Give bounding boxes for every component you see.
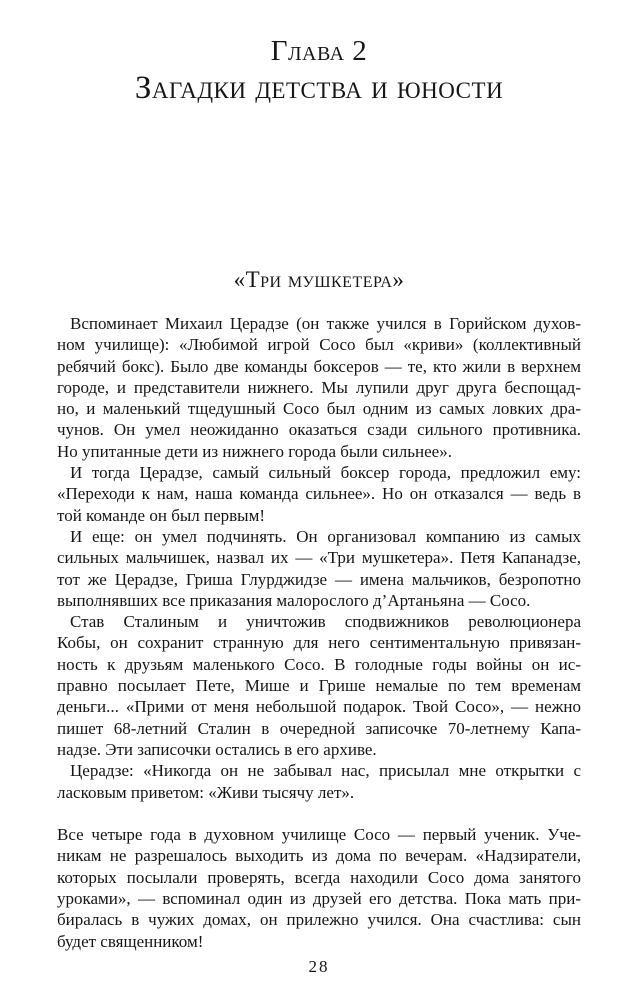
- text-line: тот же Церадзе, Гриша Глурджидзе — имена мальчиков, безропотно: [57, 569, 581, 589]
- text-line: Вспоминает Михаил Церадзе (он также учился в Горийском духов-: [70, 314, 581, 333]
- text-line: «Переходи к нам, наша команда сильнее». Но он отказался — ведь в: [57, 484, 581, 504]
- text-line: никам не разрешалось выходить из дома по вечерам. «Надзиратели,: [57, 846, 581, 866]
- text-line: городе, и представители нижнего. Мы лупили друг друга беспощад-: [57, 377, 581, 397]
- paragraph: [57, 824, 581, 952]
- chapter-label: Глава 2: [270, 35, 368, 67]
- paragraph: [57, 611, 581, 760]
- text-line: И тогда Церадзе, самый сильный боксер города, предложил ему:: [70, 463, 581, 483]
- text-line: ласковым приветом: «Живи тысячу лет».: [57, 782, 355, 802]
- text-line: биралась в чужих домах, он прилежно учился. Она счастлива: сын: [57, 910, 581, 930]
- text-line: Все четыре года в духовном училище Сосо — первый ученик. Уче-: [57, 825, 581, 845]
- text-line: той команде он был первым!: [57, 505, 266, 525]
- page-number: 28: [308, 956, 330, 976]
- paragraph: [57, 760, 581, 803]
- text-line: чунов. Он умел неожиданно оказаться сзади сильного противника.: [57, 420, 581, 440]
- text-line: Церадзе: «Никогда он не забывал нас, присылал мне открытки с: [70, 761, 581, 781]
- text-line: сильных мальчишек, назвал их — «Три мушкетера». Петя Капанадзе,: [57, 548, 581, 568]
- text-line: И еще: он умел подчинять. Он организовал компанию из самых: [70, 526, 581, 546]
- text-line: пишет 68-летний Сталин в очередной записочке 70-летнему Капа-: [57, 718, 581, 738]
- text-line: уроками», — вспоминал один из друзей его детства. Пока мать при-: [57, 889, 581, 909]
- text-line: ность к друзьям маленького Сосо. В голодные годы войны он ис-: [57, 654, 581, 674]
- section-heading: «Три мушкетера»: [233, 267, 405, 292]
- text-line: деньги... «Прими от меня небольшой подарок. Твой Сосо», — нежно: [57, 697, 581, 717]
- paragraph: [57, 462, 581, 526]
- text-line: надзе. Эти записочки остались в его архиве.: [57, 739, 377, 759]
- text-line: правно посылает Пете, Мише и Грише немалые по тем временам: [57, 676, 581, 696]
- text-line: ребячий бокс). Было две команды боксеров — те, кто жили в верхнем: [57, 356, 581, 376]
- text-line: Став Сталиным и уничтожив сподвижников революционера: [70, 612, 581, 632]
- text-line: ном училище): «Любимой игрой Сосо был «криви» (коллективный: [57, 335, 581, 355]
- text-line: выполнявших все приказания малорослого д’Артаньяна — Сосо.: [57, 590, 531, 610]
- text-line: но, и маленький тщедушный Сосо был одним из самых ловких дра-: [57, 399, 581, 419]
- text-line: Кобы, он сохранит странную для него сентиментальную привязан-: [57, 633, 581, 653]
- text-line: которых посылали проверять, всегда находили Сосо дома занятого: [57, 867, 581, 887]
- body-text: [57, 313, 581, 952]
- text-line: Но упитанные дети из нижнего города были сильнее».: [57, 441, 452, 461]
- paragraph: [57, 313, 581, 462]
- chapter-title: Загадки детства и юности: [134, 70, 504, 106]
- paragraph: [57, 526, 581, 611]
- text-line: будет священником!: [57, 931, 204, 951]
